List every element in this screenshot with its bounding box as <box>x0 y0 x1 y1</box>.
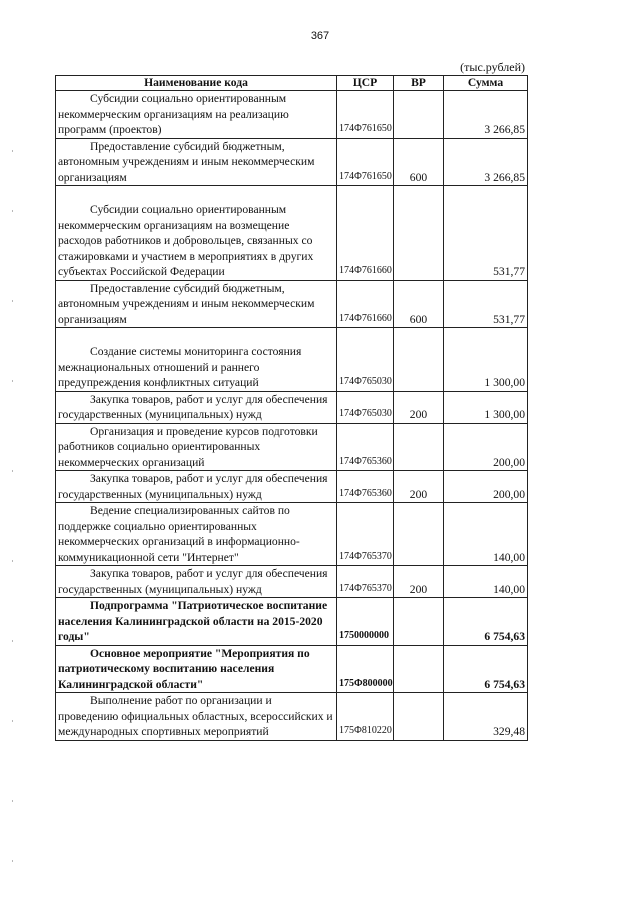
table-row <box>56 328 528 392</box>
table-row <box>56 391 528 423</box>
table-row <box>56 693 528 741</box>
row-name: Закупка товаров, работ и услуг для обеспечения государственных (муниципальных) нужд <box>58 392 328 421</box>
table-row <box>56 471 528 503</box>
row-name-cell <box>56 91 337 139</box>
row-name: Выполнение работ по организации и проведению официальных областных, всероссийских и международных спортивных мероприятий <box>58 694 333 738</box>
table-row <box>56 566 528 598</box>
row-sum: 531,77 <box>444 186 528 281</box>
scan-edge-marks <box>12 0 15 905</box>
row-csr: 174Ф765360 <box>337 471 394 503</box>
units-label: (тыс.рублей) <box>460 60 525 74</box>
row-name: Субсидии социально ориентированным некоммерческим организациям на возмещение расходов работников и добровольцев, связанных со стажировками и участием в мероприятиях в других субъектах Российской Федерации <box>58 203 314 278</box>
table-row <box>56 598 528 646</box>
row-csr: 174Ф765370 <box>337 566 394 598</box>
table-row <box>56 503 528 566</box>
row-vr: 600 <box>394 280 444 328</box>
budget-table <box>55 75 528 741</box>
row-vr: 200 <box>394 391 444 423</box>
row-csr: 174Ф761660 <box>337 186 394 281</box>
row-sum: 140,00 <box>444 503 528 566</box>
row-sum: 6 754,63 <box>444 645 528 693</box>
row-name-cell <box>56 693 337 741</box>
row-name-cell <box>56 391 337 423</box>
row-name: Предоставление субсидий бюджетным, автономным учреждениям и иным некоммерческим организациям <box>58 281 315 326</box>
page-number: 367 <box>310 30 330 42</box>
row-name: Основное мероприятие "Мероприятия по патриотическому воспитанию населения Калининградской области" <box>58 646 310 691</box>
row-name-cell <box>56 566 337 598</box>
header-sum: Сумма <box>444 76 528 91</box>
row-name-cell <box>56 645 337 693</box>
row-name: Создание системы мониторинга состояния межнациональных отношений и раннего предупреждения конфликтных ситуаций <box>58 345 302 389</box>
row-csr: 1750000000 <box>337 598 394 646</box>
row-csr: 174Ф765030 <box>337 328 394 392</box>
row-vr <box>394 328 444 392</box>
row-sum: 531,77 <box>444 280 528 328</box>
row-sum: 6 754,63 <box>444 598 528 646</box>
row-vr <box>394 186 444 281</box>
row-name: Предоставление субсидий бюджетным, автономным учреждениям и иным некоммерческим организациям <box>58 139 315 184</box>
row-sum: 200,00 <box>444 471 528 503</box>
row-vr <box>394 423 444 471</box>
row-csr: 174Ф765360 <box>337 423 394 471</box>
row-vr: 600 <box>394 138 444 186</box>
row-csr: 175Ф800000 <box>337 645 394 693</box>
row-name: Субсидии социально ориентированным некоммерческим организациям на реализацию программ (проектов) <box>58 92 289 136</box>
row-vr <box>394 598 444 646</box>
table-row <box>56 280 528 328</box>
row-name: Закупка товаров, работ и услуг для обеспечения государственных (муниципальных) нужд <box>58 567 328 596</box>
header-vr: ВР <box>394 76 444 91</box>
row-vr <box>394 693 444 741</box>
row-name: Организация и проведение курсов подготовки работников социально ориентированных некоммерческих организаций <box>58 424 318 469</box>
row-vr <box>394 503 444 566</box>
row-csr: 174Ф765030 <box>337 391 394 423</box>
table-row <box>56 423 528 471</box>
table-row <box>56 91 528 139</box>
row-vr: 200 <box>394 566 444 598</box>
row-name: Ведение специализированных сайтов по поддержке социально ориентированных некоммерческих организаций в информационно-коммуникационной сети "Интернет" <box>58 504 300 564</box>
row-name: Подпрограмма "Патриотическое воспитание населения Калининградской области на 2015-2020 годы" <box>58 599 328 643</box>
row-vr <box>394 91 444 139</box>
row-csr: 175Ф810220 <box>337 693 394 741</box>
row-name-cell <box>56 471 337 503</box>
row-name-cell <box>56 280 337 328</box>
row-name-cell <box>56 186 337 281</box>
row-csr: 174Ф761660 <box>337 280 394 328</box>
row-sum: 1 300,00 <box>444 328 528 392</box>
row-vr: 200 <box>394 471 444 503</box>
row-vr <box>394 645 444 693</box>
row-name-cell <box>56 328 337 392</box>
row-sum: 3 266,85 <box>444 91 528 139</box>
header-csr: ЦСР <box>337 76 394 91</box>
row-csr: 174Ф761650 <box>337 91 394 139</box>
row-sum: 1 300,00 <box>444 391 528 423</box>
row-name-cell <box>56 598 337 646</box>
row-name: Закупка товаров, работ и услуг для обеспечения государственных (муниципальных) нужд <box>58 472 328 501</box>
row-csr: 174Ф765370 <box>337 503 394 566</box>
row-sum: 3 266,85 <box>444 138 528 186</box>
table-header-row <box>56 76 528 91</box>
table-row <box>56 645 528 693</box>
row-name-cell <box>56 503 337 566</box>
table-row <box>56 186 528 281</box>
row-name-cell <box>56 423 337 471</box>
row-sum: 140,00 <box>444 566 528 598</box>
row-csr: 174Ф761650 <box>337 138 394 186</box>
row-sum: 200,00 <box>444 423 528 471</box>
table-row <box>56 138 528 186</box>
header-name: Наименование кода <box>56 76 337 91</box>
row-name-cell <box>56 138 337 186</box>
row-sum: 329,48 <box>444 693 528 741</box>
